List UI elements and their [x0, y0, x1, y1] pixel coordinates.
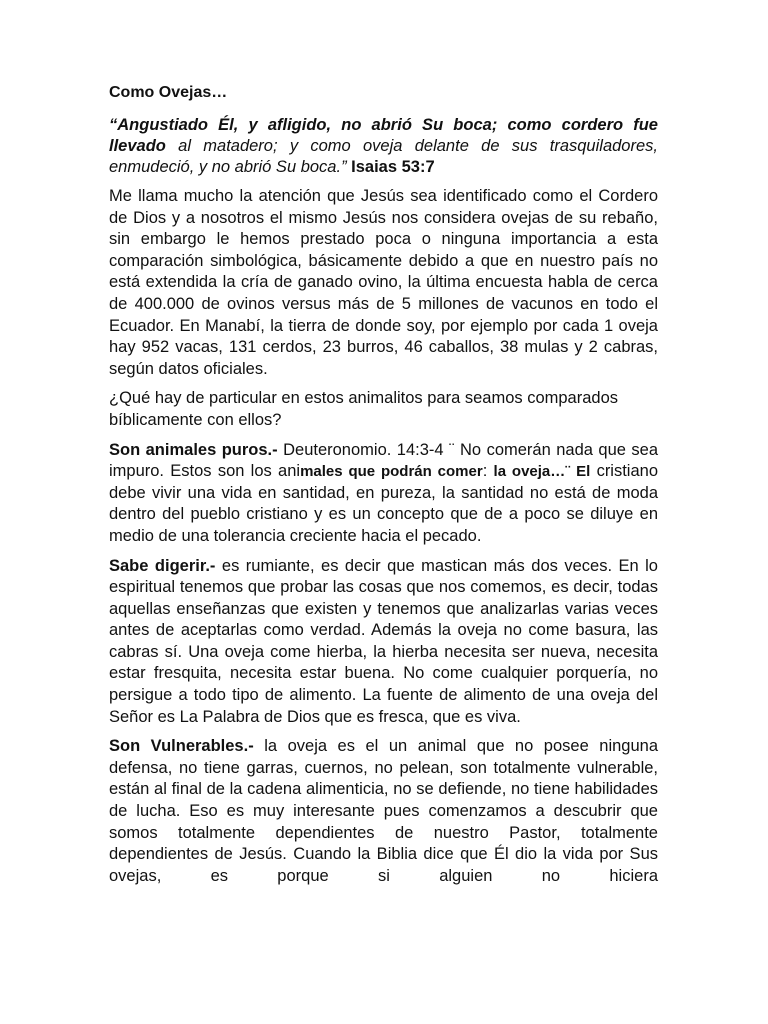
section-vulnerable	[109, 736, 658, 887]
scripture-quote	[109, 115, 658, 178]
question-paragraph: ¿Qué hay de particular en estos animalitos para seamos comparados bíblicamente con ellos?	[109, 389, 619, 429]
quote-text-part1: “Angustiado Él, y afligido, no abrió Su boca; como cordero fue llevado	[109, 116, 658, 155]
quote-reference: Isaias 53:7	[346, 158, 435, 176]
section-heading-pure: Son animales puros.-	[109, 440, 278, 459]
section-digest	[109, 556, 658, 729]
section-pure-text-b: males que podrán comer	[300, 463, 483, 481]
section-vulnerable-text: la oveja es el un animal que no posee ninguna defensa, no tiene garras, cuernos, no pelean, son totalmente vulnerable, están al final de la cadena alimenticia, no se defiende, no tiene habilidades de lucha. Eso es muy interesante pues comenzamos a descubrir que somos totalmente dependientes de nuestro Pastor, totalmente dependientes de Jesús. Cuando la Biblia dice que Él dio la vida por Sus ovejas, es porque si alguien no hiciera	[109, 737, 658, 885]
document-page	[109, 82, 658, 895]
document-title: Como Ovejas…	[109, 84, 228, 101]
section-heading-digest: Sabe digerir.-	[109, 556, 216, 575]
section-pure-text-a: Deuteronomio. 14:3-4 ¨ No comerán nada que sea impuro. Estos son los ani	[109, 440, 658, 481]
section-digest-text: es rumiante, es decir que mastican más dos veces. En lo espiritual tenemos que probar las cosas que nos comemos, es decir, todas aquellas enseñanzas que existen y tenemos que analizarlas varias veces antes de aceptarlas como verdad. Además la oveja no come basura, las cabras sí. Una oveja come hierba, la hierba necesita ser nueva, necesita estar fresquita, necesita estar buena. No come cualquier porquería, no persigue a todo tipo de alimento. La fuente de alimento de una oveja del Señor es La Palabra de Dios que es fresca, que es viva.	[109, 556, 658, 726]
section-pure-text-e: …¨ El	[550, 463, 591, 481]
intro-paragraph: Me llama mucho la atención que Jesús sea identificado como el Cordero de Dios y a nosotros el mismo Jesús nos considera ovejas de su rebaño, sin embargo le hemos prestado poca o ninguna importancia a esta comparación simbológica, básicamente debido a que en nuestro país no está extendida la cría de ganado ovino, la última encuesta habla de cerca de 400.000 de ovinos versus más de 5 millones de vacunos en todo el Ecuador. En Manabí, la tierra de donde soy, por ejemplo por cada 1 oveja hay 952 vacas, 131 cerdos, 23 burros, 46 caballos, 38 mulas y 2 cabras, según datos oficiales.	[109, 187, 658, 378]
section-heading-vulnerable: Son Vulnerables.-	[109, 737, 254, 756]
section-pure-text-d: la oveja	[493, 463, 551, 481]
section-pure-text-f: cristiano debe vivir una vida en santidad, en pureza, la santidad no está de moda dentro del pueblo cristiano y es un concepto que de a poco se diluye en medio de una tolerancia creciente hacia el pecado.	[109, 462, 659, 545]
quote-text-part2: al matadero; y como oveja delante de sus trasquiladores, enmudeció, y no abrió Su boca.”	[109, 137, 658, 176]
section-pure-animals	[109, 440, 658, 548]
section-pure-text-c: :	[482, 462, 494, 481]
